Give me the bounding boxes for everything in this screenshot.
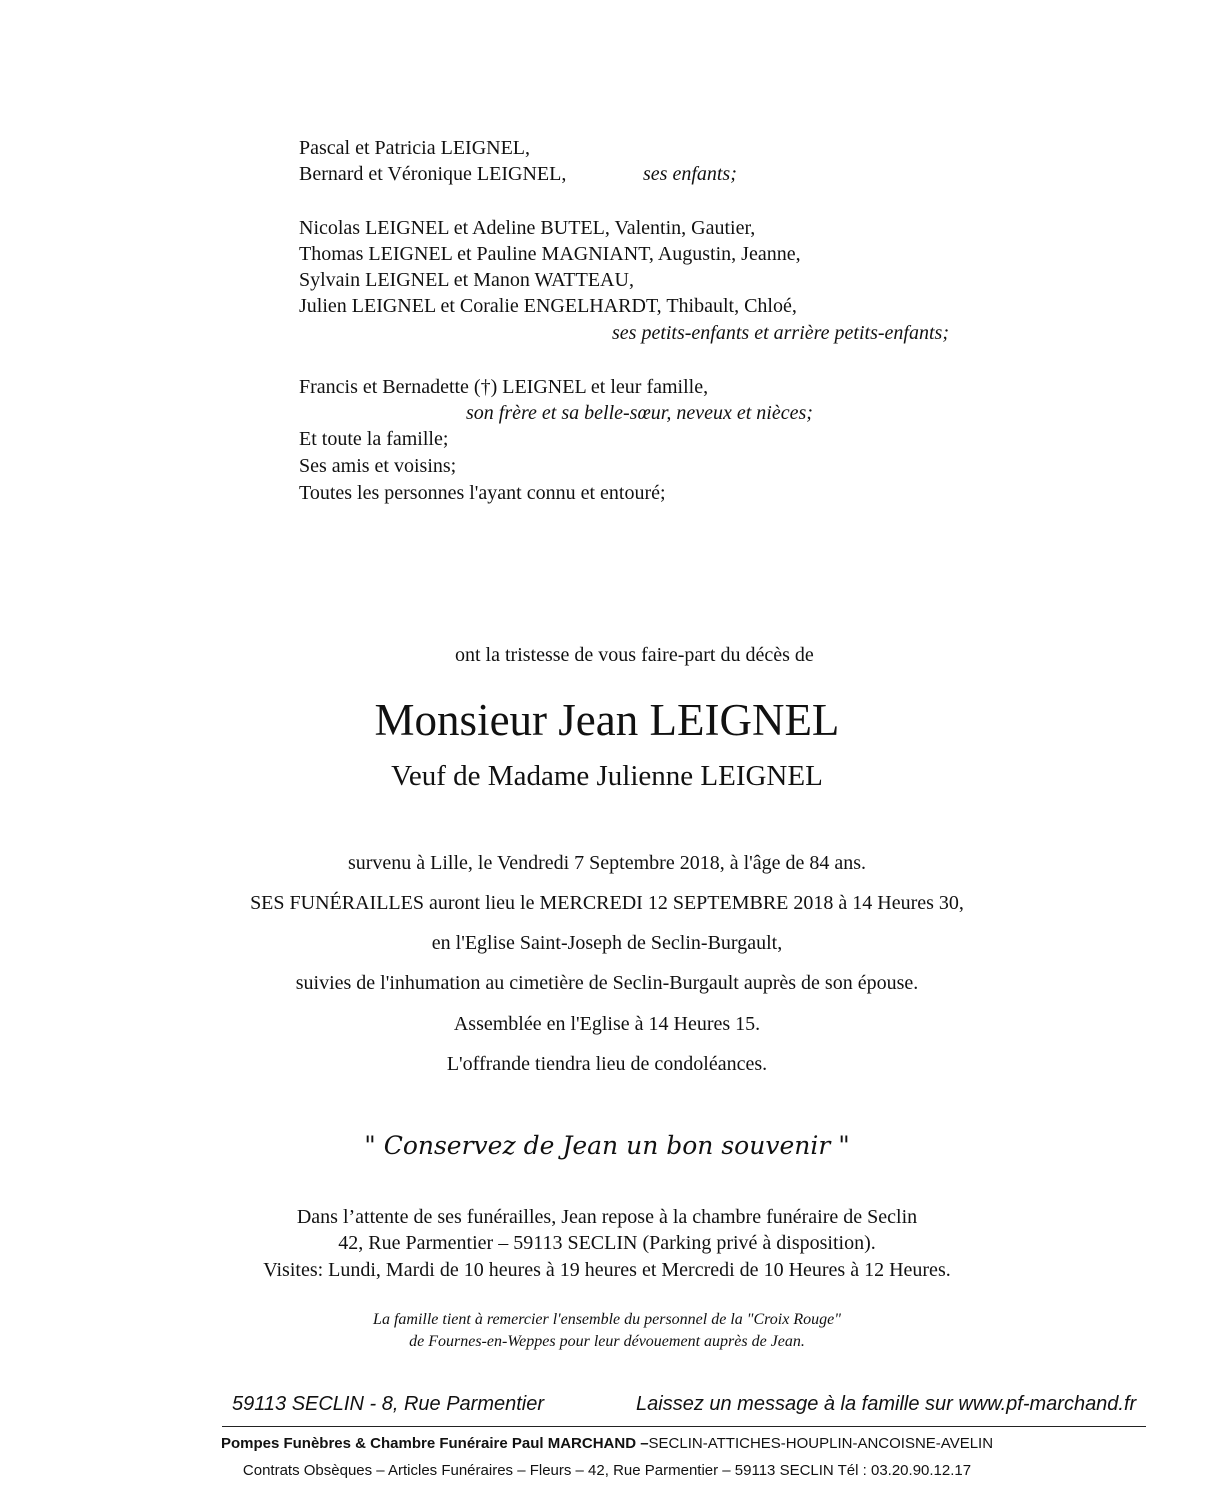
- grandchildren-line: Nicolas LEIGNEL et Adeline BUTEL, Valentin, Gautier,: [299, 217, 756, 239]
- grandchildren-line: Thomas LEIGNEL et Pauline MAGNIANT, Augustin, Jeanne,: [299, 243, 801, 265]
- details-line: en l'Eglise Saint-Joseph de Seclin-Burgault,: [431, 932, 783, 954]
- footer-company-name: Pompes Funèbres & Chambre Funéraire Paul MARCHAND –: [220, 1435, 649, 1452]
- children-line-1: Pascal et Patricia LEIGNEL,: [299, 137, 531, 159]
- footer-divider: [222, 1426, 1146, 1427]
- thanks-line: de Fournes-en-Weppes pour leur dévouement auprès de Jean.: [409, 1333, 805, 1350]
- footer-services: Contrats Obsèques – Articles Funéraires – Fleurs – 42, Rue Parmentier – 59113 SECLIN Tél : 03.20.90.12.17: [242, 1462, 972, 1479]
- details-line: suivies de l'inhumation au cimetière de Seclin-Burgault auprès de son épouse.: [295, 972, 919, 994]
- footer-message-link[interactable]: Laissez un message à la famille sur www.pf-marchand.fr: [636, 1393, 1137, 1415]
- deceased-subtitle: Veuf de Madame Julienne LEIGNEL: [391, 760, 823, 792]
- grandchildren-role: ses petits-enfants et arrière petits-enfants;: [612, 322, 949, 344]
- children-role: ses enfants;: [643, 163, 737, 185]
- grandchildren-line: Sylvain LEIGNEL et Manon WATTEAU,: [299, 269, 634, 291]
- visitation-line: 42, Rue Parmentier – 59113 SECLIN (Parking privé à disposition).: [338, 1232, 876, 1254]
- footer-company: [0, 1434, 1214, 1454]
- others-line: Et toute la famille;: [299, 428, 449, 450]
- footer-company-towns: SECLIN-ATTICHES-HOUPLIN-ANCOISNE-AVELIN: [648, 1435, 994, 1452]
- sibling-line: Francis et Bernadette (†) LEIGNEL et leur famille,: [299, 376, 709, 398]
- grandchildren-line: Julien LEIGNEL et Coralie ENGELHARDT, Thibault, Chloé,: [299, 295, 797, 317]
- memorial-quote: " Conservez de Jean un bon souvenir ": [364, 1131, 850, 1160]
- details-line: SES FUNÉRAILLES auront lieu le MERCREDI 12 SEPTEMBRE 2018 à 14 Heures 30,: [250, 892, 964, 914]
- visitation-line: Dans l’attente de ses funérailles, Jean repose à la chambre funéraire de Seclin: [296, 1206, 918, 1228]
- others-line: Toutes les personnes l'ayant connu et entouré;: [299, 482, 666, 504]
- visitation-line: Visites: Lundi, Mardi de 10 heures à 19 heures et Mercredi de 10 Heures à 12 Heures.: [263, 1259, 951, 1281]
- announcement-intro: ont la tristesse de vous faire-part du décès de: [455, 644, 814, 666]
- details-line: L'offrande tiendra lieu de condoléances.: [446, 1053, 768, 1075]
- details-line: Assemblée en l'Eglise à 14 Heures 15.: [453, 1013, 761, 1035]
- sibling-role: son frère et sa belle-sœur, neveux et nièces;: [466, 402, 813, 424]
- footer-address: 59113 SECLIN - 8, Rue Parmentier: [232, 1393, 545, 1415]
- deceased-name: Monsieur Jean LEIGNEL: [374, 695, 840, 745]
- others-line: Ses amis et voisins;: [299, 455, 457, 477]
- children-line-2: Bernard et Véronique LEIGNEL,: [299, 163, 567, 185]
- thanks-line: La famille tient à remercier l'ensemble du personnel de la "Croix Rouge": [373, 1311, 841, 1328]
- details-line: survenu à Lille, le Vendredi 7 Septembre 2018, à l'âge de 84 ans.: [347, 852, 867, 874]
